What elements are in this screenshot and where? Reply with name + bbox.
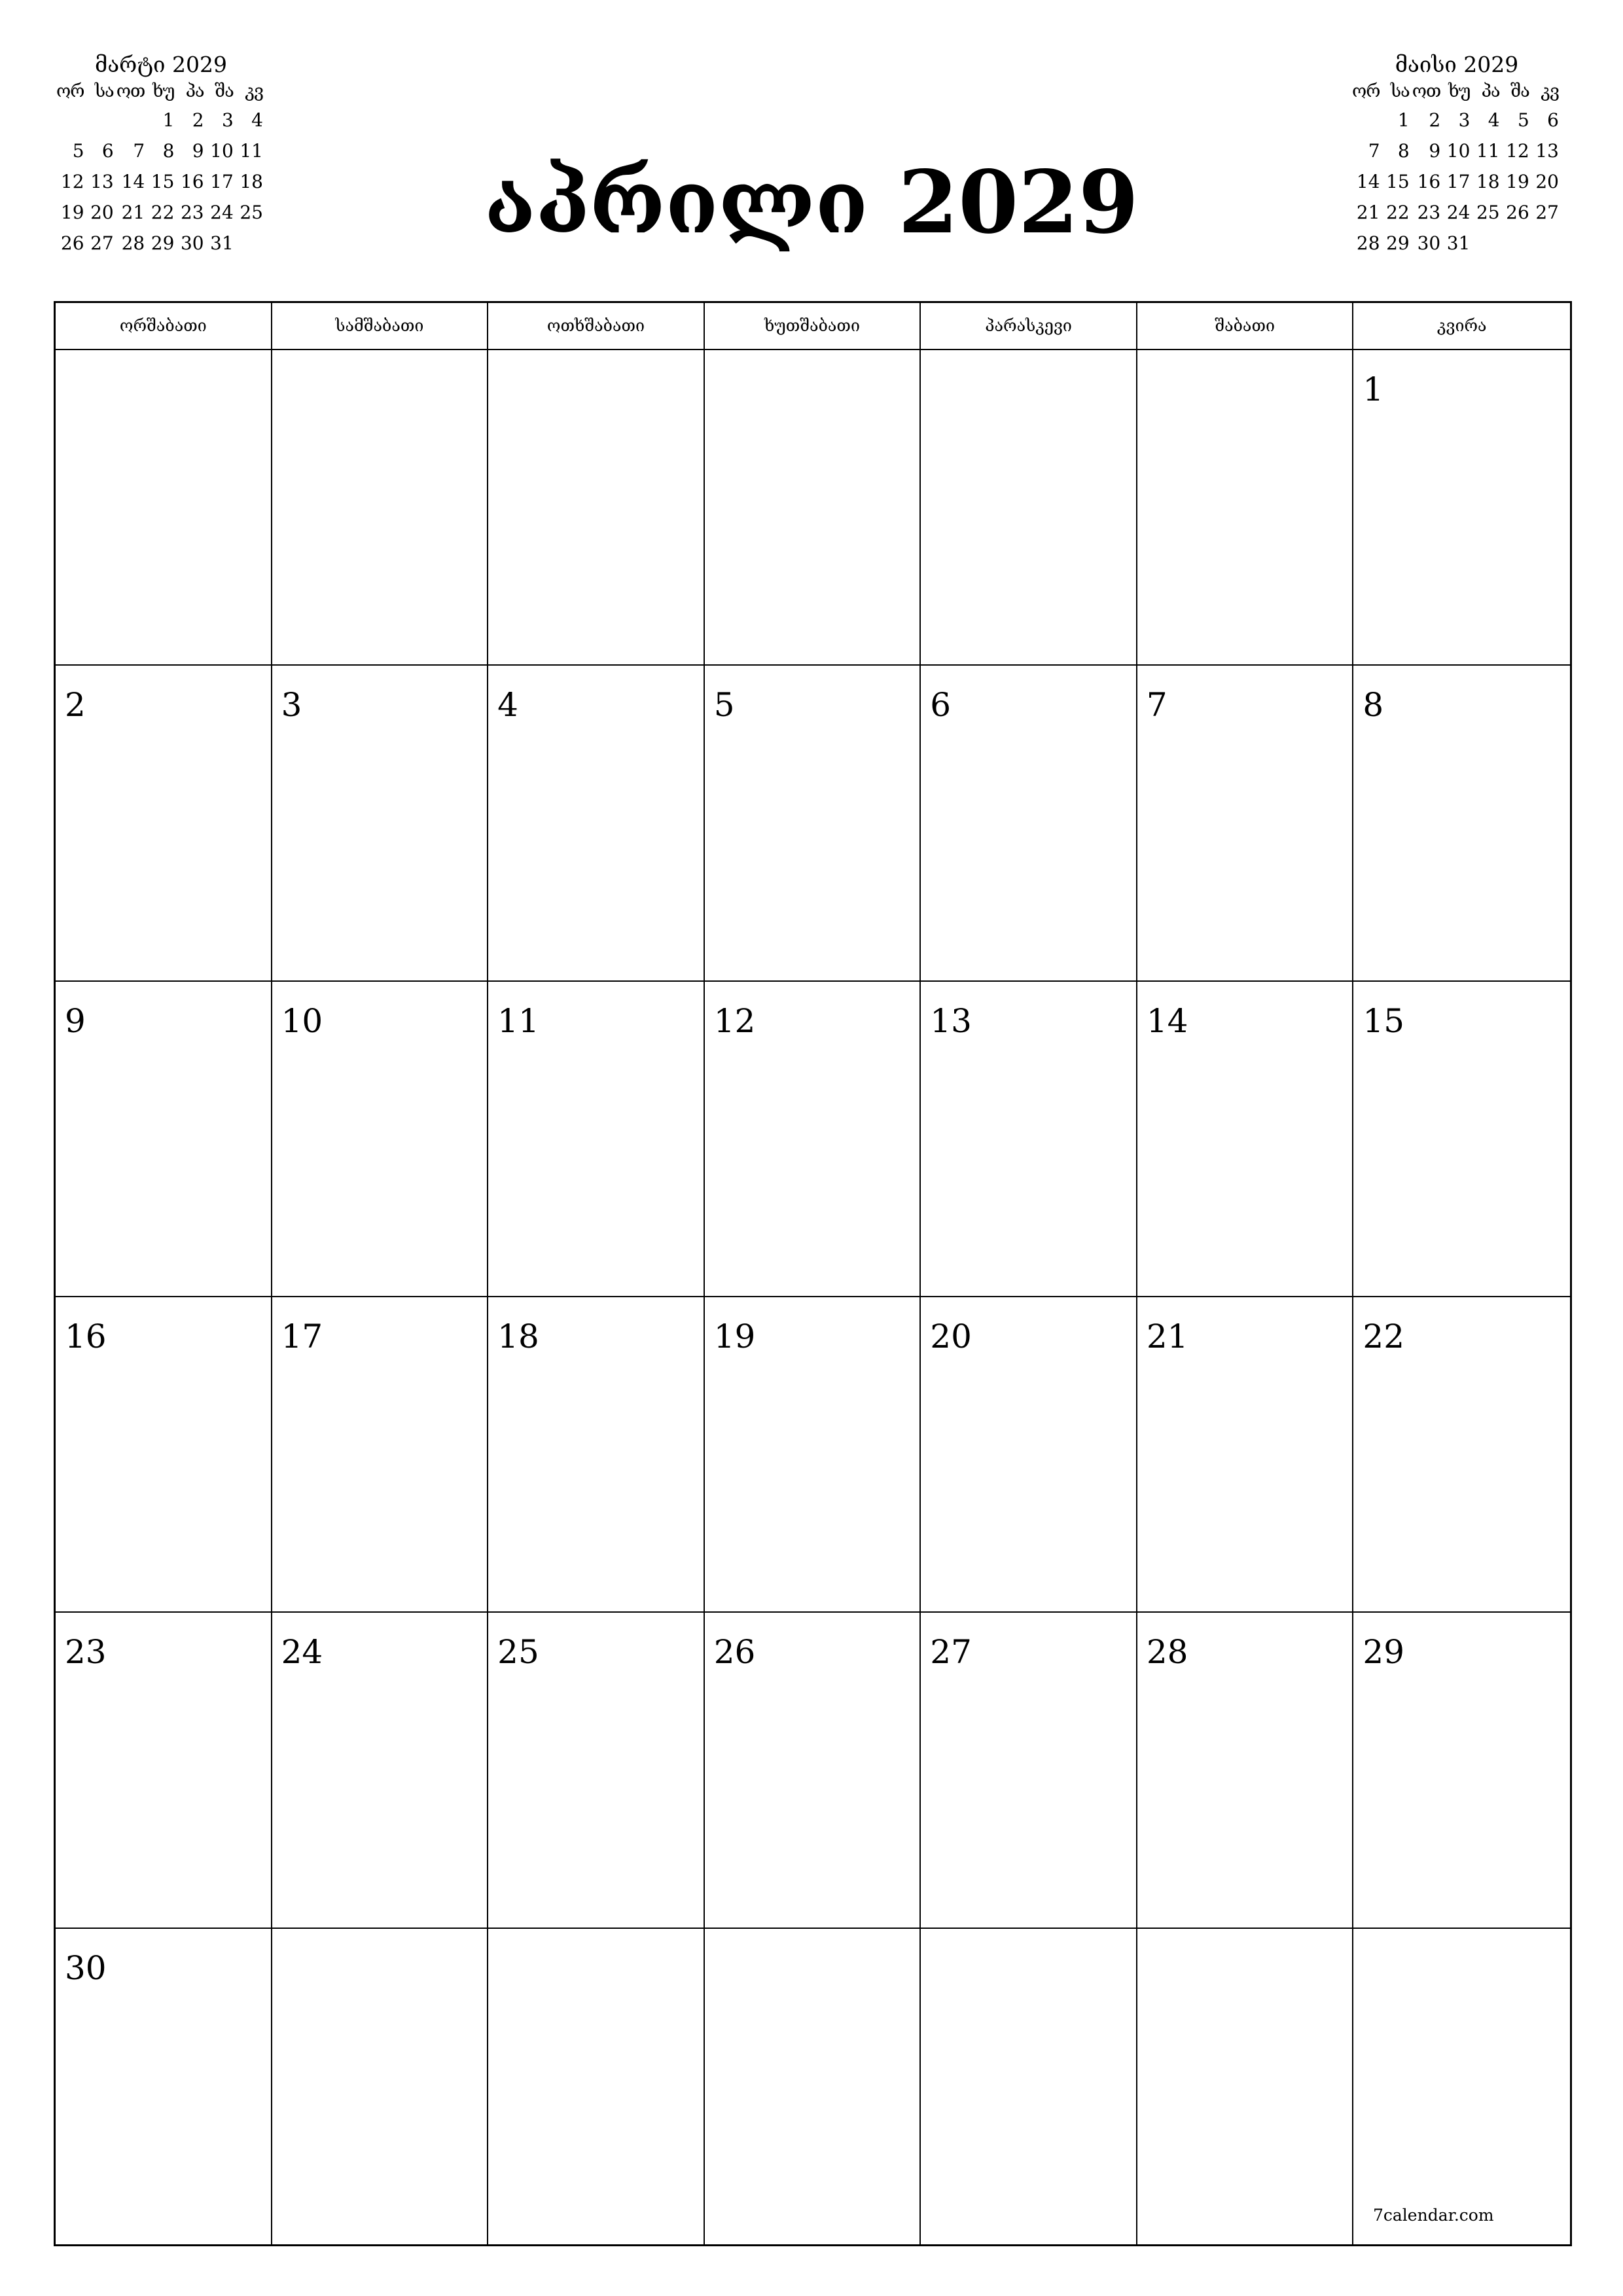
- mini-day: 30: [1417, 232, 1441, 254]
- day-cell: [921, 350, 1137, 666]
- day-cell: [921, 1613, 1137, 1928]
- mini-day: 30: [180, 232, 204, 254]
- day-number: 10: [281, 1001, 323, 1040]
- weekday-header: ოთხშაბათი: [488, 303, 705, 350]
- site-credit: 7calendar.com: [1373, 2206, 1494, 2225]
- day-cell: [1137, 666, 1354, 981]
- day-number: 11: [497, 1001, 539, 1040]
- mini-day: [1532, 228, 1561, 259]
- day-cell: [56, 1929, 272, 2244]
- day-number: 28: [1146, 1633, 1188, 1672]
- mini-weekday-label: ხუ: [1448, 81, 1471, 101]
- day-cell: [56, 1613, 272, 1928]
- mini-day: 20: [1535, 171, 1559, 192]
- day-cell: [488, 666, 705, 981]
- day-number: 26: [713, 1633, 756, 1672]
- mini-day: 19: [1506, 171, 1529, 192]
- mini-day: 1: [162, 109, 175, 131]
- page-title: აპრილი 2029: [484, 152, 1139, 253]
- mini-day: 3: [221, 109, 234, 131]
- mini-day: 11: [1476, 140, 1500, 162]
- day-number: 3: [281, 686, 302, 725]
- mini-day: 2: [1429, 109, 1441, 131]
- mini-day: 29: [1386, 232, 1410, 254]
- day-number: 7: [1146, 686, 1168, 725]
- mini-weekday-label: ოთ: [1412, 81, 1441, 101]
- mini-day: [116, 105, 148, 135]
- mini-weekday-label: სა: [1390, 81, 1410, 101]
- mini-day: [1472, 228, 1502, 259]
- mini-weekday-label: კვ: [245, 81, 263, 101]
- day-cell: [272, 982, 489, 1297]
- day-cell: [272, 666, 489, 981]
- day-number: 13: [930, 1001, 972, 1040]
- day-number: 16: [65, 1318, 107, 1355]
- mini-day: 27: [90, 232, 114, 254]
- mini-day: 20: [90, 202, 114, 223]
- mini-weekday-label: შა: [215, 81, 234, 101]
- day-cell: [272, 350, 489, 666]
- day-cell: [56, 982, 272, 1297]
- mini-day: 5: [1517, 109, 1529, 131]
- mini-day: 25: [1476, 202, 1500, 223]
- mini-day: 7: [133, 140, 145, 162]
- day-cell: [488, 982, 705, 1297]
- mini-weekday-label: ხუ: [152, 81, 175, 101]
- mini-weekday-label: შა: [1510, 81, 1529, 101]
- mini-day: 15: [151, 171, 175, 192]
- mini-day: 13: [90, 171, 114, 192]
- mini-calendar-grid: [1352, 79, 1561, 259]
- day-number: 24: [281, 1633, 323, 1672]
- mini-day: 1: [1397, 109, 1410, 131]
- mini-day: 8: [162, 140, 175, 162]
- mini-weekday-label: ორ: [1352, 81, 1380, 101]
- mini-day: 4: [1488, 109, 1500, 131]
- mini-day: 21: [121, 202, 145, 223]
- mini-day: 23: [180, 202, 204, 223]
- mini-day: 9: [192, 140, 204, 162]
- mini-day: 6: [101, 140, 114, 162]
- mini-day: [87, 105, 116, 135]
- day-cell: [1353, 1613, 1570, 1928]
- day-cell: [56, 350, 272, 666]
- mini-day: 17: [1446, 171, 1471, 192]
- mini-weekday-label: კვ: [1541, 81, 1559, 101]
- day-number: 23: [65, 1633, 107, 1672]
- day-cell: [1353, 666, 1570, 981]
- mini-day: 8: [1397, 140, 1410, 162]
- mini-weekday-label: პა: [185, 81, 204, 101]
- day-cell: [705, 350, 921, 666]
- day-cell: [921, 982, 1137, 1297]
- day-cell: [488, 1929, 705, 2244]
- mini-day: 10: [210, 140, 234, 162]
- mini-day: 24: [1446, 202, 1471, 223]
- day-cell: [921, 1297, 1137, 1613]
- mini-day: 23: [1417, 202, 1441, 223]
- mini-day: 28: [121, 232, 145, 254]
- mini-day: 31: [1446, 232, 1471, 254]
- mini-calendar-title: მარტი 2029: [95, 52, 227, 77]
- day-number: 4: [497, 686, 518, 725]
- day-number: 30: [65, 1948, 107, 1987]
- day-cell: [705, 1613, 921, 1928]
- day-number: 18: [497, 1318, 539, 1355]
- mini-day: 2: [192, 109, 204, 131]
- mini-day: 14: [1356, 171, 1380, 192]
- day-number: 2: [65, 686, 86, 725]
- weekday-header: შაბათი: [1137, 303, 1354, 350]
- day-number: 29: [1363, 1633, 1405, 1672]
- day-cell: [488, 1613, 705, 1928]
- day-cell: [1353, 982, 1570, 1297]
- mini-day: 29: [151, 232, 175, 254]
- mini-weekday-label: სა: [94, 81, 114, 101]
- mini-calendar-title: მაისი 2029: [1395, 52, 1519, 77]
- mini-day: 14: [121, 171, 145, 192]
- mini-day: 16: [180, 171, 204, 192]
- day-cell: [1137, 1613, 1354, 1928]
- mini-day: [56, 105, 87, 135]
- mini-day: 15: [1386, 171, 1410, 192]
- day-number: 8: [1363, 686, 1384, 725]
- day-cell: [272, 1613, 489, 1928]
- mini-day: 18: [1476, 171, 1500, 192]
- weekday-header: სამშაბათი: [272, 303, 489, 350]
- day-number: 15: [1363, 1001, 1405, 1040]
- day-cell: [1137, 350, 1354, 666]
- day-cell: [1353, 1297, 1570, 1613]
- weekday-header: კვირა: [1353, 303, 1570, 350]
- day-cell: [1137, 1929, 1354, 2244]
- mini-day: 4: [251, 109, 263, 131]
- day-number: 14: [1146, 1001, 1188, 1040]
- mini-day: 13: [1535, 140, 1559, 162]
- day-cell: [56, 666, 272, 981]
- day-cell: [705, 1929, 921, 2244]
- day-number: 21: [1146, 1318, 1188, 1355]
- mini-weekday-label: ოთ: [116, 81, 145, 101]
- day-cell: [1137, 1297, 1354, 1613]
- day-cell: [705, 666, 921, 981]
- mini-day: 28: [1356, 232, 1380, 254]
- mini-day: 22: [1386, 202, 1410, 223]
- mini-weekday-label: პა: [1481, 81, 1500, 101]
- mini-day: 25: [240, 202, 263, 223]
- mini-day: 9: [1429, 140, 1441, 162]
- day-cell: [921, 1929, 1137, 2244]
- mini-day: 12: [60, 171, 84, 192]
- day-number: 25: [497, 1633, 539, 1672]
- mini-day: [1503, 228, 1532, 259]
- mini-calendar-next-month: [1352, 51, 1561, 259]
- mini-day: 18: [240, 171, 263, 192]
- day-number: 22: [1363, 1318, 1405, 1355]
- day-number: 6: [930, 686, 952, 725]
- day-cell: [705, 1297, 921, 1613]
- mini-day: 3: [1458, 109, 1471, 131]
- mini-day: 27: [1535, 202, 1559, 223]
- day-number: 5: [713, 686, 735, 725]
- weekday-header: პარასკევი: [921, 303, 1137, 350]
- day-number: 9: [65, 1001, 86, 1040]
- mini-day: 12: [1506, 140, 1529, 162]
- mini-day: 16: [1417, 171, 1441, 192]
- mini-day: 11: [240, 140, 263, 162]
- mini-weekday-label: ორ: [56, 81, 84, 101]
- day-number: 20: [930, 1318, 972, 1355]
- mini-day: 31: [210, 232, 234, 254]
- day-cell: [56, 1297, 272, 1613]
- day-cell: [488, 1297, 705, 1613]
- day-number: 19: [713, 1318, 756, 1355]
- mini-day: 6: [1547, 109, 1559, 131]
- day-cell: [1137, 982, 1354, 1297]
- mini-day: 22: [151, 202, 175, 223]
- mini-day: 17: [210, 171, 234, 192]
- mini-day: 5: [72, 140, 84, 162]
- day-cell: [705, 982, 921, 1297]
- day-cell: [272, 1929, 489, 2244]
- mini-day: 21: [1356, 202, 1380, 223]
- weekday-header: ხუთშაბათი: [705, 303, 921, 350]
- day-number: 1: [1363, 370, 1384, 408]
- mini-day: 7: [1368, 140, 1380, 162]
- mini-day: 19: [60, 202, 84, 223]
- weekday-header: ორშაბათი: [56, 303, 272, 350]
- mini-day: [1352, 105, 1383, 135]
- day-number: 17: [281, 1318, 323, 1355]
- day-cell: [1353, 1929, 1570, 2244]
- day-cell: [921, 666, 1137, 981]
- day-number: 27: [930, 1633, 972, 1672]
- mini-day: 24: [210, 202, 234, 223]
- day-number: 12: [713, 1001, 756, 1040]
- month-grid: [54, 301, 1572, 2246]
- mini-day: 26: [60, 232, 84, 254]
- mini-day: 26: [1506, 202, 1529, 223]
- mini-day: 10: [1446, 140, 1471, 162]
- day-cell: [272, 1297, 489, 1613]
- day-cell: [1353, 350, 1570, 666]
- day-cell: [488, 350, 705, 666]
